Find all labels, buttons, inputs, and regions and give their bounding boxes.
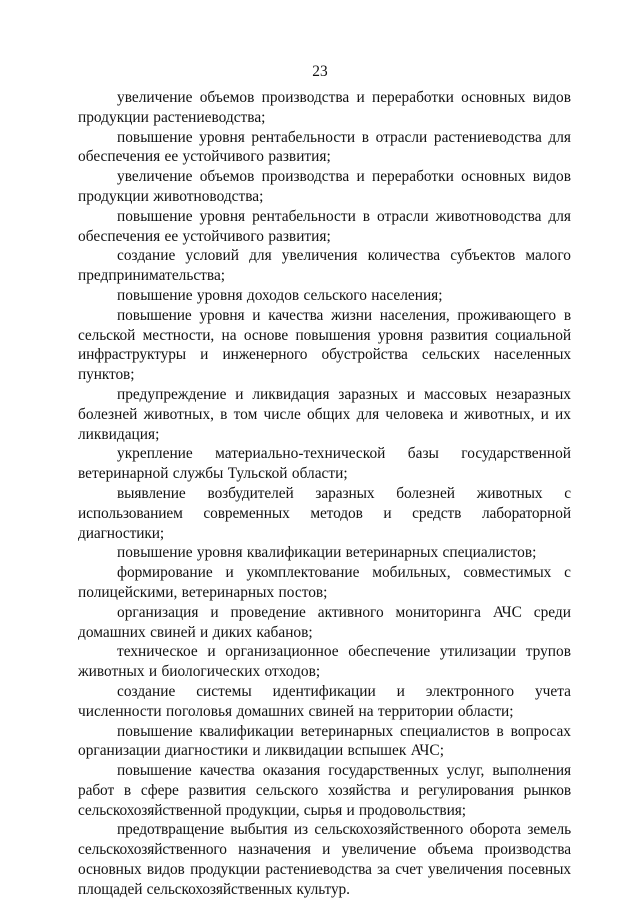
- list-item: повышение уровня рентабельности в отрасли растениеводства для обеспечения ее устойчивого развития;: [78, 128, 571, 166]
- list-item: повышение уровня и качества жизни населения, проживающего в сельской местности, на основе повышения уровня развития социальной инфраструктуры и инженерного обустройства сельских населенных пунктов;: [78, 306, 571, 384]
- list-item: увеличение объемов производства и переработки основных видов продукции растениеводства;: [78, 89, 571, 126]
- page-number: 23: [312, 63, 328, 80]
- list-item: предупреждение и ликвидация заразных и массовых незаразных болезней животных, в том числе общих для человека и животных, и их ликвидация;: [78, 385, 571, 443]
- list-item: предотвращение выбытия из сельскохозяйственного оборота земель сельскохозяйственного назначения и увеличение объема производства основных видов продукции растениеводства за счет увеличения посевных площадей сельскохозяйственных культур.: [78, 821, 571, 898]
- list-item: повышение уровня доходов сельского населения;: [117, 286, 443, 304]
- list-item: организация и проведение активного мониторинга АЧС среди домашних свиней и диких кабанов;: [78, 603, 571, 641]
- document-body: [78, 88, 571, 900]
- list-item: формирование и укомплектование мобильных, совместимых с полицейскими, ветеринарных постов;: [78, 564, 571, 601]
- list-item: укрепление материально-технической базы государственной ветеринарной службы Тульской области;: [78, 445, 571, 483]
- list-item: техническое и организационное обеспечение утилизации трупов животных и биологических отходов;: [78, 643, 571, 681]
- list-item: увеличение объемов производства и переработки основных видов продукции животноводства;: [78, 168, 571, 205]
- list-item: повышение уровня рентабельности в отрасли животноводства для обеспечения ее устойчивого развития;: [78, 207, 571, 245]
- list-item: повышение качества оказания государственных услуг, выполнения работ в сфере развития сельского хозяйства и регулирования рынков сельскохозяйственной продукции, сырья и продовольствия;: [78, 762, 571, 819]
- list-item: создание условий для увеличения количества субъектов малого предпринимательства;: [78, 247, 571, 285]
- list-item: повышение уровня квалификации ветеринарных специалистов;: [117, 544, 537, 562]
- list-item: выявление возбудителей заразных болезней животных с использованием современных методов и средств лабораторной диагностики;: [78, 484, 571, 542]
- list-item: создание системы идентификации и электронного учета численности поголовья домашних свиней на территории области;: [78, 682, 571, 720]
- list-item: повышение квалификации ветеринарных специалистов в вопросах организации диагностики и ликвидации вспышек АЧС;: [78, 722, 571, 760]
